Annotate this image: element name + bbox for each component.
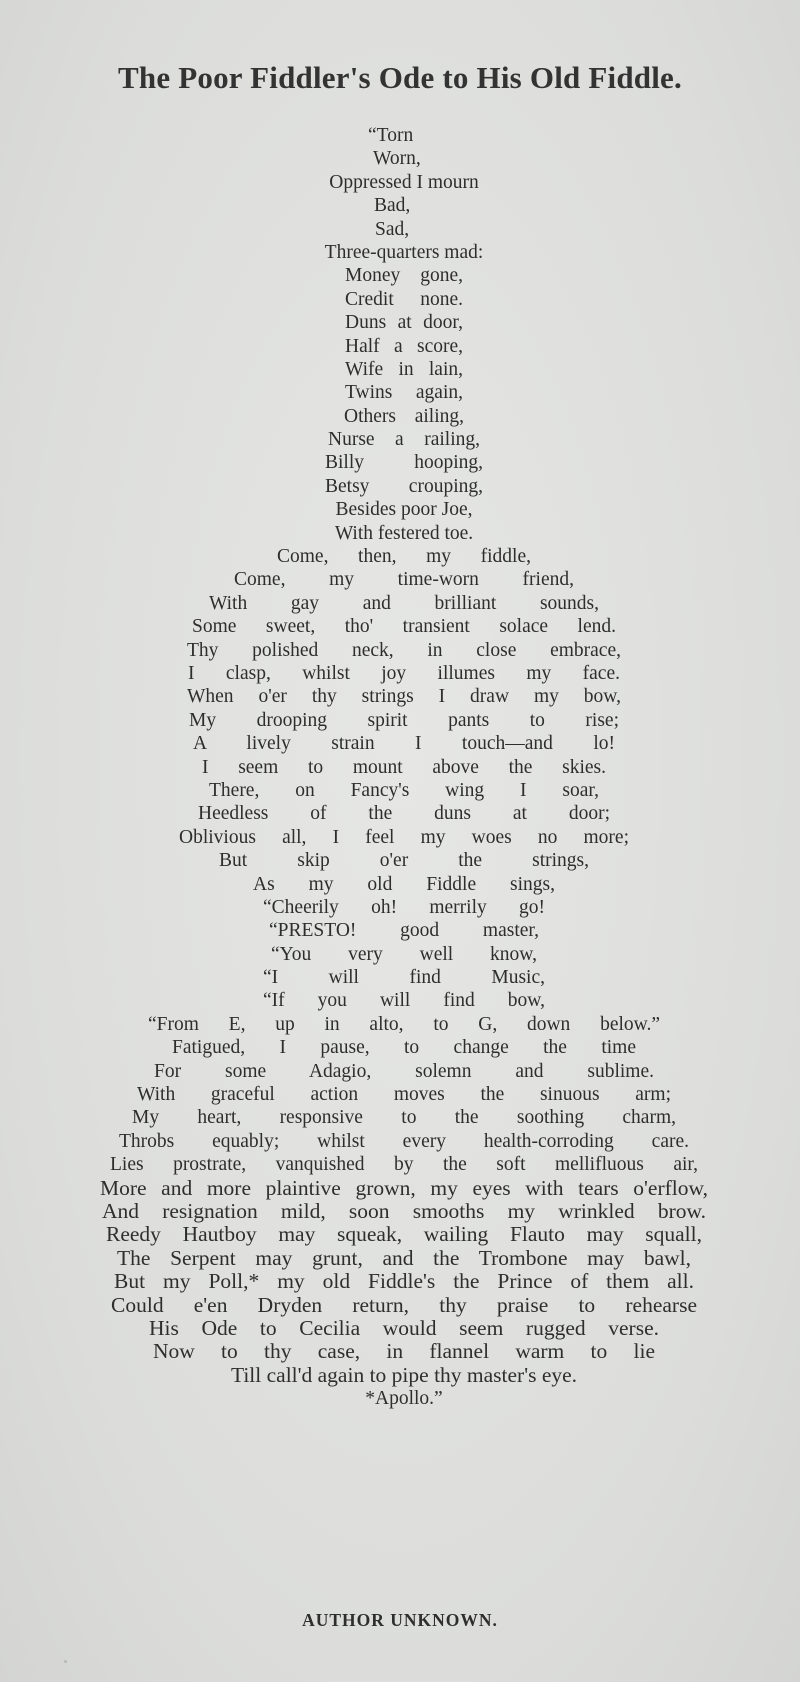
- poem-line: As my old Fiddle sings,: [253, 873, 555, 895]
- poem-line: Thy polished neck, in close embrace,: [187, 639, 621, 661]
- poem-line: More and more plaintive grown, my eyes with tears o'erflow,: [100, 1175, 708, 1200]
- poem-line: Half a score,: [345, 335, 463, 357]
- poem-line: With festered toe.: [334, 522, 474, 544]
- poem-line: I seem to mount above the skies.: [202, 756, 606, 778]
- poem-line: There, on Fancy's wing I soar,: [209, 779, 599, 801]
- poem-line: With graceful action moves the sinuous arm;: [137, 1084, 671, 1106]
- paper-speck: [64, 1660, 67, 1663]
- poem-line: “Cheerily oh! merrily go!: [263, 896, 545, 918]
- poem-line: “If you will find bow,: [263, 990, 545, 1012]
- poem-line: With gay and brilliant sounds,: [209, 592, 599, 614]
- poem-line: Besides poor Joe,: [335, 499, 473, 521]
- poem-line: But my Poll,* my old Fiddle's the Prince of them all.: [114, 1269, 694, 1294]
- poem-line: When o'er thy strings I draw my bow,: [187, 686, 621, 708]
- poem-line: “You very well know,: [271, 943, 537, 965]
- poem-line: A lively strain I touch—and lo!: [193, 733, 615, 755]
- poem-line: I clasp, whilst joy illumes my face.: [188, 662, 620, 684]
- poem-line: Sad,: [375, 218, 410, 240]
- poem-line: The Serpent may grunt, and the Trombone may bawl,: [117, 1245, 691, 1270]
- poem-line: Reedy Hautboy may squeak, wailing Flauto may squall,: [106, 1222, 702, 1247]
- poem-line: Three-quarters mad:: [324, 241, 484, 263]
- poem-line: My heart, responsive to the soothing charm,: [132, 1107, 676, 1129]
- poem-line: Throbs equably; whilst every health-corroding care.: [119, 1130, 689, 1152]
- poem-line: Billy hooping,: [325, 452, 483, 474]
- poem-line: For some Adagio, solemn and sublime.: [154, 1060, 654, 1082]
- poem-line: Could e'en Dryden return, thy praise to rehearse: [111, 1292, 697, 1317]
- poem-line: Duns at door,: [345, 312, 463, 334]
- poem-line: Worn,: [373, 148, 421, 170]
- poem-line: “PRESTO! good master,: [269, 920, 539, 942]
- poem-line: “I will find Music,: [263, 967, 545, 989]
- poem-line: Now to thy case, in flannel warm to lie: [153, 1339, 655, 1364]
- poem-line: Lies prostrate, vanquished by the soft mellifluous air,: [110, 1154, 698, 1176]
- poem-line: Money gone,: [345, 265, 463, 287]
- poem-line: Nurse a railing,: [328, 429, 480, 451]
- poem-line: Bad,: [374, 195, 411, 217]
- poem-line: *Apollo.”: [365, 1388, 443, 1410]
- author-attribution: AUTHOR UNKNOWN.: [302, 1610, 498, 1630]
- poem-line: My drooping spirit pants to rise;: [189, 709, 619, 731]
- poem-line: Come, then, my fiddle,: [277, 546, 531, 568]
- poem-line: Some sweet, tho' transient solace lend.: [192, 616, 616, 638]
- poem-line: Heedless of the duns at door;: [198, 803, 610, 825]
- poem-line: Wife in lain,: [345, 358, 463, 380]
- poem-line: Others ailing,: [344, 405, 464, 427]
- poem-line: His Ode to Cecilia would seem rugged verse.: [149, 1315, 659, 1340]
- poem-line: Till call'd again to pipe thy master's eye.: [230, 1362, 578, 1387]
- page-title: The Poor Fiddler's Ode to His Old Fiddle.: [118, 60, 682, 95]
- poem-line: Oblivious all, I feel my woes no more;: [179, 826, 629, 848]
- poem-line: Betsy crouping,: [325, 475, 483, 497]
- poem-body: [70, 124, 738, 1410]
- poem-line: Come, my time-worn friend,: [234, 569, 574, 591]
- poem-line: But skip o'er the strings,: [219, 850, 589, 872]
- poem-line: Credit none.: [345, 288, 463, 310]
- poem-line: Twins again,: [345, 382, 463, 404]
- poem-line: Oppressed I mourn: [329, 171, 479, 193]
- poem-line: “From E, up in alto, to G, down below.”: [148, 1013, 660, 1035]
- poem-line: And resignation mild, soon smooths my wrinkled brow.: [102, 1198, 706, 1223]
- poem-line: “Torn: [368, 125, 414, 146]
- poem-line: Fatigued, I pause, to change the time: [172, 1037, 636, 1059]
